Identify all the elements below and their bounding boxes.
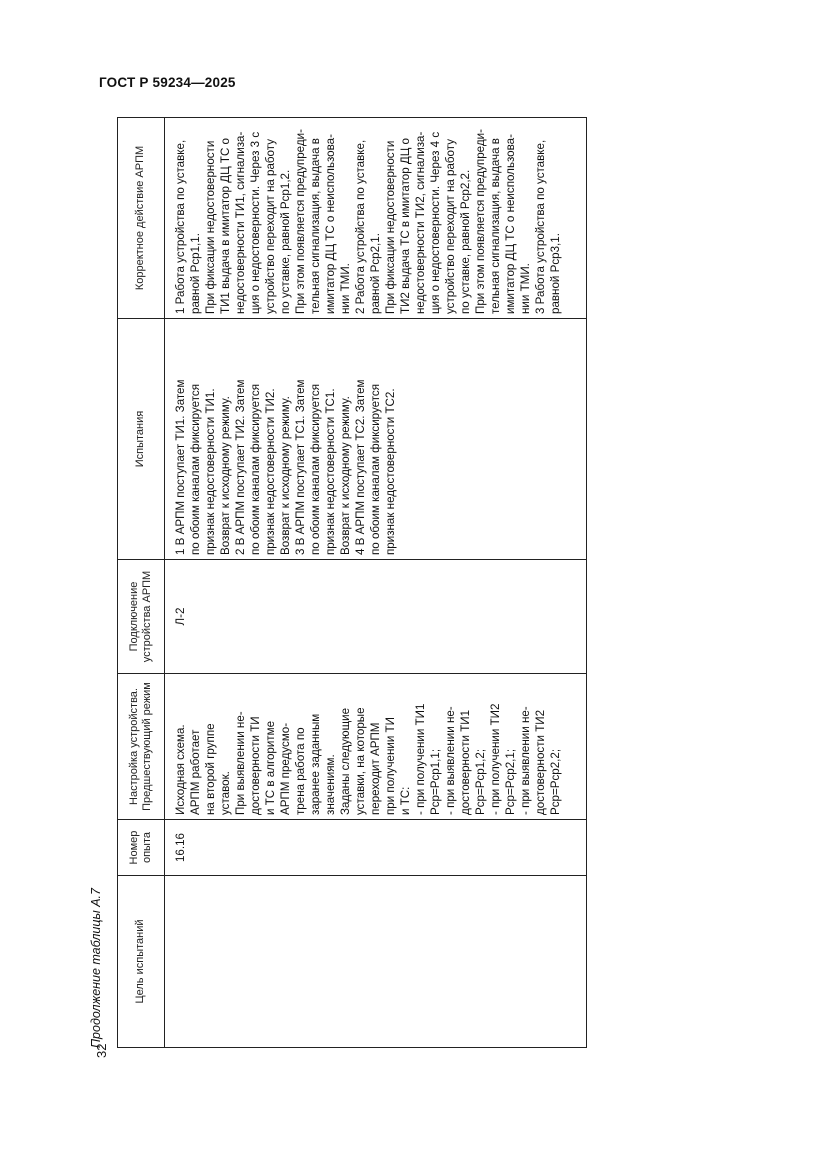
cell-text-line: При этом появляется предупреди- <box>474 129 487 314</box>
cell-goal <box>165 876 587 1048</box>
cell-text-line: 1 Работа устройства по уставке, <box>174 139 187 314</box>
cell-text-line: АРПМ предусмо- <box>279 722 292 815</box>
cell-text-line: При фиксации недостоверности <box>384 140 397 314</box>
table-row <box>165 118 587 1048</box>
header-tests: Испытания <box>118 319 165 560</box>
cell-text-line: переходит АРПМ <box>369 722 382 815</box>
cell-connection: Л-2 <box>165 560 587 674</box>
cell-text-line: тельная сигнализация, выдача в <box>489 138 502 314</box>
document-header: ГОСТ Р 59234—2025 <box>99 75 236 90</box>
cell-text-line: 3 В АРПМ поступает ТС1. Затем <box>294 379 307 555</box>
cell-text-line: признак недостоверности ТС2. <box>384 388 397 555</box>
cell-text-line: Возврат к исходному режиму. <box>279 396 292 555</box>
cell-text-line: 3 Работа устройства по уставке, <box>534 139 547 314</box>
cell-text-line: 2 Работа устройства по уставке, <box>354 139 367 314</box>
cell-text-line: по уставке, равной Pср1,2. <box>279 169 292 314</box>
cell-text-line: имитатор ДЦ ТС о неиспользова- <box>324 134 337 314</box>
cell-text-line: - при получении ТИ2 <box>489 703 502 815</box>
cell-text-line: 1 В АРПМ поступает ТИ1. Затем <box>174 379 187 555</box>
cell-text-line: значениям. <box>324 754 337 815</box>
cell-text-line: достоверности ТИ2 <box>534 709 547 815</box>
cell-text-line: ТИ1 выдача в имитатор ДЦ ТС о <box>219 138 232 314</box>
cell-text-line: по обоим каналам фиксируется <box>369 384 382 555</box>
cell-text-line: при получении ТИ <box>384 717 397 815</box>
cell-text-line: устройство переходит на работу <box>264 139 277 314</box>
cell-text-line: и ТС: <box>399 786 412 815</box>
cell-number: 16.16 <box>165 820 587 876</box>
cell-text-line: Pср=Pср2,1; <box>504 748 517 815</box>
cell-text-line: достоверности ТИ1 <box>459 709 472 815</box>
cell-text-line: ТИ2 выдача ТС в имитатор ДЦ о <box>399 138 412 314</box>
cell-text-line: признак недостоверности ТИ1. <box>204 388 217 555</box>
cell-text-line: заранее заданным <box>309 713 322 815</box>
cell-text-line: 4 В АРПМ поступает ТС2. Затем <box>354 379 367 555</box>
cell-text-line: равной Pср1,1. <box>189 233 202 314</box>
cell-setup <box>165 674 587 820</box>
cell-text-line: - при выявлении не- <box>519 706 532 815</box>
cell-text-line: равной Pср2,1. <box>369 233 382 314</box>
rotated-table-region <box>89 118 587 1048</box>
header-action: Корректное действие АРПМ <box>118 118 165 319</box>
cell-text-line: по уставке, равной Pср2,2. <box>459 169 472 314</box>
cell-text-line: по обоим каналам фиксируется <box>309 384 322 555</box>
cell-text-line: Возврат к исходному режиму. <box>219 396 232 555</box>
cell-text-line: При этом появляется предупреди- <box>294 129 307 314</box>
cell-text-line: имитатор ДЦ ТС о неиспользова- <box>504 134 517 314</box>
cell-text-line: Pср=Pср1,1; <box>429 748 442 815</box>
cell-text-line: и ТС в алгоритме <box>264 720 277 815</box>
cell-text-line: уставок. <box>219 771 232 815</box>
cell-text-line: ция о недостоверности. Через 3 с <box>249 131 262 314</box>
cell-text-line: Возврат к исходному режиму. <box>339 396 352 555</box>
cell-text-line: АРПМ работает <box>189 729 202 815</box>
cell-text-line: ция о недостоверности. Через 4 с <box>429 131 442 314</box>
cell-text-line: недостоверности ТИ1, сигнализа- <box>234 131 247 314</box>
table-header-row <box>118 118 165 1048</box>
cell-text-line: уставки, на которые <box>354 707 367 815</box>
header-connection: Подключение устройства АРПМ <box>118 560 165 674</box>
header-number: Номер опыта <box>118 820 165 876</box>
cell-text-line: достоверности ТИ <box>249 716 262 815</box>
cell-text-line: трена работа по <box>294 727 307 815</box>
cell-text-line: Pср=Pср1,2; <box>474 748 487 815</box>
cell-text-line: признак недостоверности ТИ2. <box>264 388 277 555</box>
cell-text-line: тельная сигнализация, выдача в <box>309 138 322 314</box>
cell-text-line: по обоим каналам фиксируется <box>189 384 202 555</box>
cell-text-line: Заданы следующие <box>339 707 352 815</box>
page-number: 32 <box>94 1043 109 1058</box>
test-table <box>117 117 587 1048</box>
cell-text-line: Pср=Pср2,2; <box>549 748 562 815</box>
cell-text-line: равной Pср3,1. <box>549 233 562 314</box>
cell-text-line: Исходная схема. <box>174 724 187 815</box>
cell-text-line: недостоверности ТИ2, сигнализа- <box>414 131 427 314</box>
cell-text-line: При фиксации недостоверности <box>204 140 217 314</box>
cell-text-line: нии ТМИ. <box>519 263 532 314</box>
cell-text-line: по обоим каналам фиксируется <box>249 384 262 555</box>
cell-text-line: нии ТМИ. <box>339 263 352 314</box>
cell-text-line: - при выявлении не- <box>444 706 457 815</box>
cell-text-line: 2 В АРПМ поступает ТИ2. Затем <box>234 379 247 555</box>
cell-text-line: признак недостоверности ТС1. <box>324 388 337 555</box>
header-setup: Настройка устройства. Предшествующий режим <box>118 674 165 820</box>
cell-text-line: на второй группе <box>204 723 217 815</box>
cell-action <box>165 118 587 319</box>
cell-tests <box>165 319 587 560</box>
cell-text-line: При выявлении не- <box>234 711 247 815</box>
table-caption: Продолжение таблицы А.7 <box>89 888 103 1048</box>
cell-text-line: устройство переходит на работу <box>444 139 457 314</box>
header-goal: Цель испытаний <box>118 876 165 1048</box>
cell-text-line: - при получении ТИ1 <box>414 703 427 815</box>
